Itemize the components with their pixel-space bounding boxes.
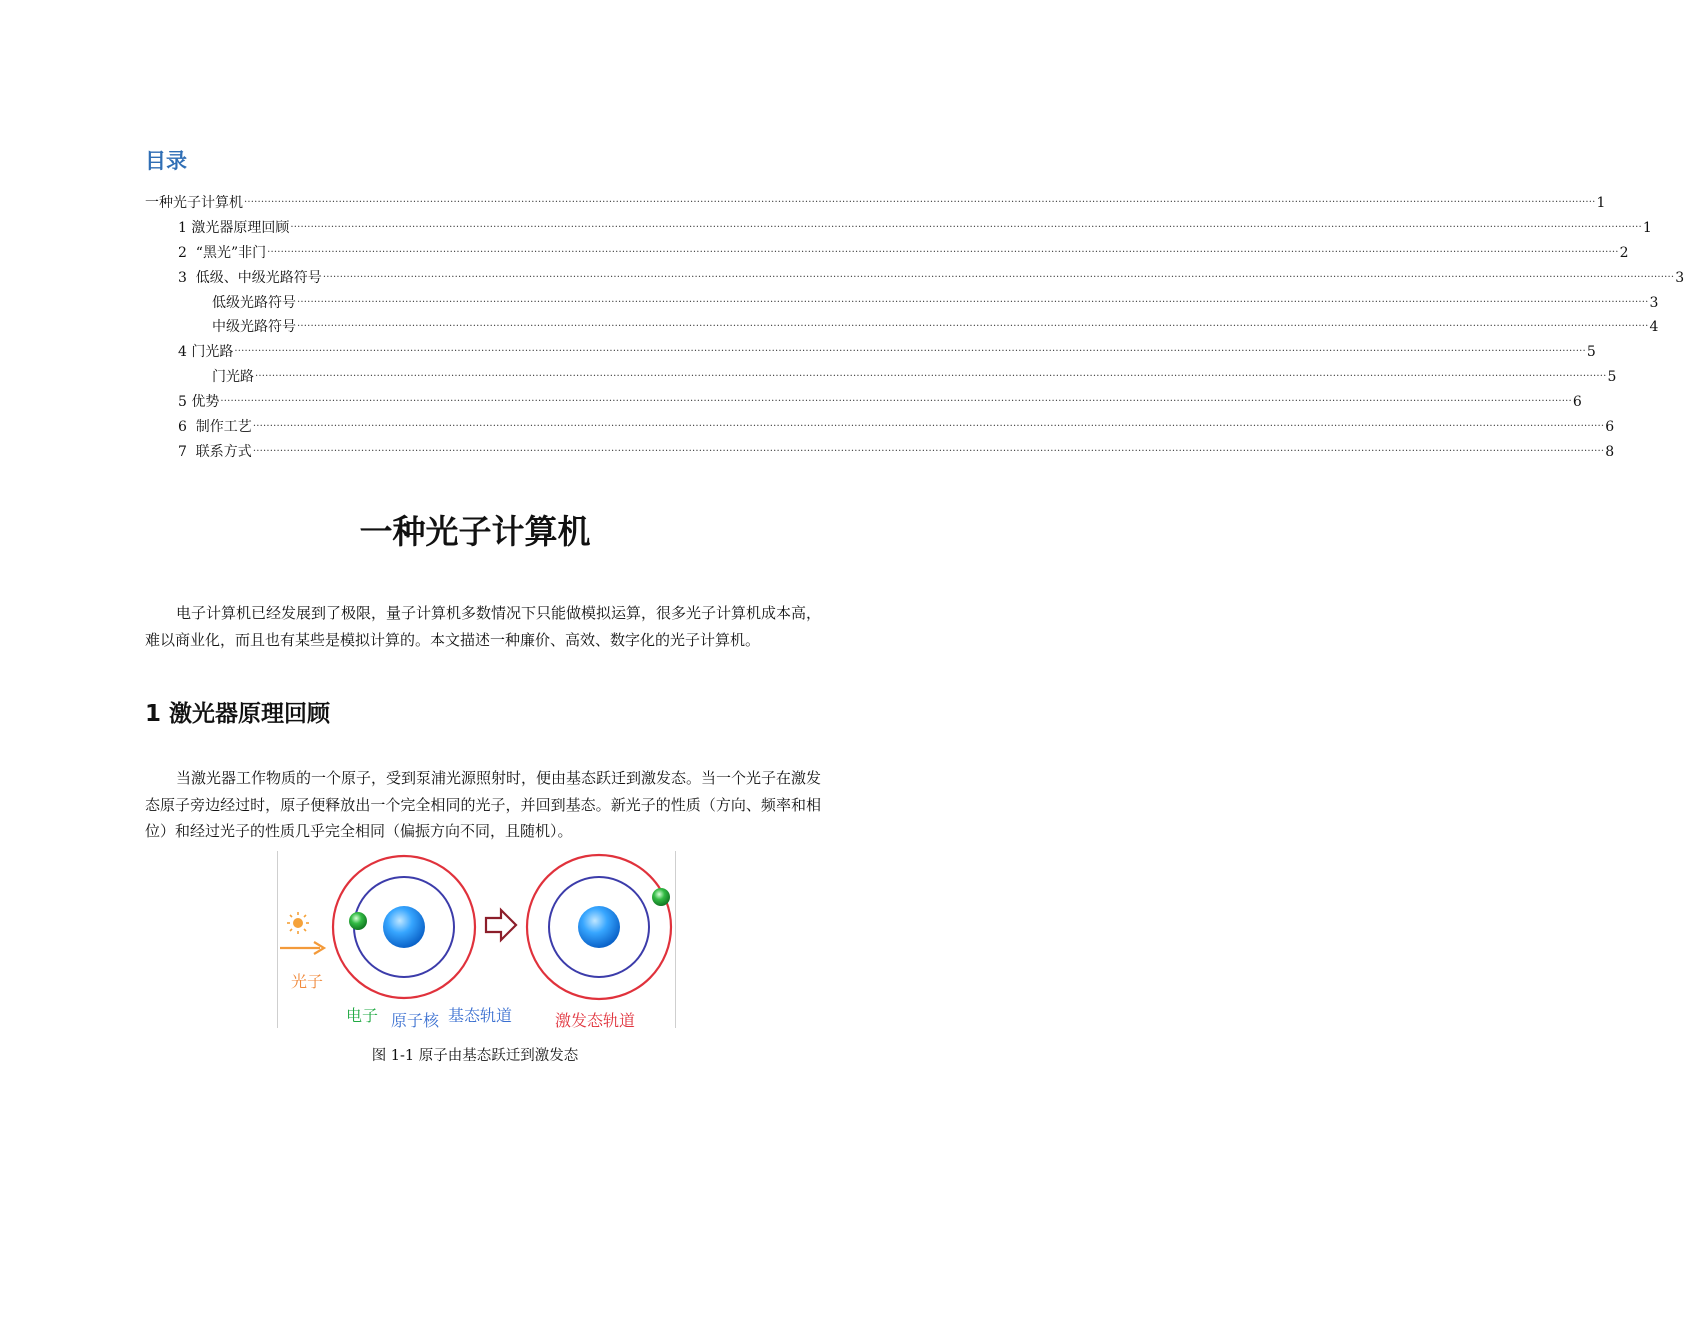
ground-state-atom (333, 856, 475, 998)
ground-orbit-label: 基态轨道 (448, 1006, 513, 1025)
electron-icon (349, 912, 367, 930)
document-title: 一种光子计算机 (359, 512, 591, 551)
toc-entry[interactable]: 7 联系方式 ................................................................................................................................................................................................................................................................................................................................................................................................................ 8 (178, 443, 1615, 460)
toc-entry-label: 门光路 (212, 369, 254, 385)
toc-entry-page: 3 (1675, 270, 1684, 286)
toc-entry[interactable]: 5 优势 ................................................................................................................................................................................................................................................................................................................................................................................................................ 6 (178, 393, 1582, 410)
figure-caption: 图 1-1 原子由基态跃迁到激发态 (371, 1048, 579, 1064)
toc-entry[interactable]: 4 门光路 ................................................................................................................................................................................................................................................................................................................................................................................................................ 5 (178, 343, 1596, 360)
toc-entry[interactable]: 一种光子计算机 ................................................................................................................................................................................................................................................................................................................................................................................................................ 1 (145, 194, 1606, 211)
electron-label: 电子 (346, 1006, 379, 1025)
atom-transition-figure (277, 851, 676, 1028)
toc-entry-label: 6 制作工艺 (178, 419, 252, 435)
excited-orbit-label: 激发态轨道 (555, 1011, 636, 1030)
photon-label: 光子 (291, 972, 324, 991)
toc-entry-label: 3 低级、中级光路符号 (178, 270, 322, 286)
toc-entry-page: 2 (1619, 245, 1629, 261)
sun-icon (287, 912, 309, 934)
nucleus-icon (578, 906, 620, 948)
toc-entry-page: 3 (1649, 295, 1659, 311)
toc-entry[interactable]: 2 “黑光”非门 ................................................................................................................................................................................................................................................................................................................................................................................................................ 2 (178, 244, 1629, 261)
toc-entry[interactable]: 中级光路符号 ................................................................................................................................................................................................................................................................................................................................................................................................................ 4 (212, 318, 1659, 335)
toc-title: 目录 (145, 149, 187, 173)
toc-entry-label: 2 “黑光”非门 (178, 245, 267, 261)
toc-entry[interactable]: 6 制作工艺 ................................................................................................................................................................................................................................................................................................................................................................................................................ 6 (178, 418, 1615, 435)
toc-entry-label: 中级光路符号 (212, 319, 296, 335)
toc-entry-page: 6 (1605, 419, 1615, 435)
toc-entry-label: 5 优势 (178, 394, 220, 410)
toc-entry-page: 1 (1596, 195, 1606, 211)
toc-entry[interactable]: 低级光路符号 ................................................................................................................................................................................................................................................................................................................................................................................................................ 3 (212, 294, 1659, 311)
toc-entry-label: 4 门光路 (178, 344, 234, 360)
toc-entry-label: 7 联系方式 (178, 444, 252, 460)
intro-paragraph: 电子计算机已经发展到了极限，量子计算机多数情况下只能做模拟运算，很多光子计算机成本高，难以商业化，而且也有某些是模拟计算的。本文描述一种廉价、高效、数字化的光子计算机。 (145, 604, 822, 649)
toc-entry-page: 5 (1607, 369, 1617, 385)
toc-entry-label: 低级光路符号 (212, 295, 296, 311)
section-paragraph: 当激光器工作物质的一个原子，受到泵浦光源照射时，便由基态跃迁到激发态。当一个光子在激发态原子旁边经过时，原子便释放出一个完全相同的光子，并回到基态。新光子的性质（方向、频率和相位）和经过光子的性质几乎完全相同（偏振方向不同，且随机）。 (145, 769, 822, 840)
toc-entry-page: 5 (1586, 344, 1596, 360)
transition-arrow-icon (486, 910, 516, 940)
toc-entry[interactable]: 门光路 ................................................................................................................................................................................................................................................................................................................................................................................................................ 5 (212, 368, 1617, 385)
toc-entry[interactable]: 1 激光器原理回顾 ................................................................................................................................................................................................................................................................................................................................................................................................................ 1 (178, 219, 1652, 236)
toc-entry-page: 1 (1642, 220, 1652, 236)
section-heading: 1 激光器原理回顾 (145, 701, 331, 727)
toc-entry-label: 一种光子计算机 (145, 195, 243, 211)
photon-arrow-icon (280, 942, 324, 954)
electron-icon (652, 888, 670, 906)
toc-entry[interactable]: 3 低级、中级光路符号 ................................................................................................................................................................................................................................................................................................................................................................................................................ 3 (178, 269, 1684, 286)
nucleus-icon (383, 906, 425, 948)
toc-entry-page: 4 (1649, 319, 1659, 335)
atom-diagram (278, 851, 675, 1028)
toc-entry-page: 8 (1605, 444, 1615, 460)
excited-state-atom (527, 855, 671, 999)
nucleus-label: 原子核 (391, 1011, 440, 1030)
toc-entry-label: 1 激光器原理回顾 (178, 220, 290, 236)
toc-entry-page: 6 (1572, 394, 1582, 410)
